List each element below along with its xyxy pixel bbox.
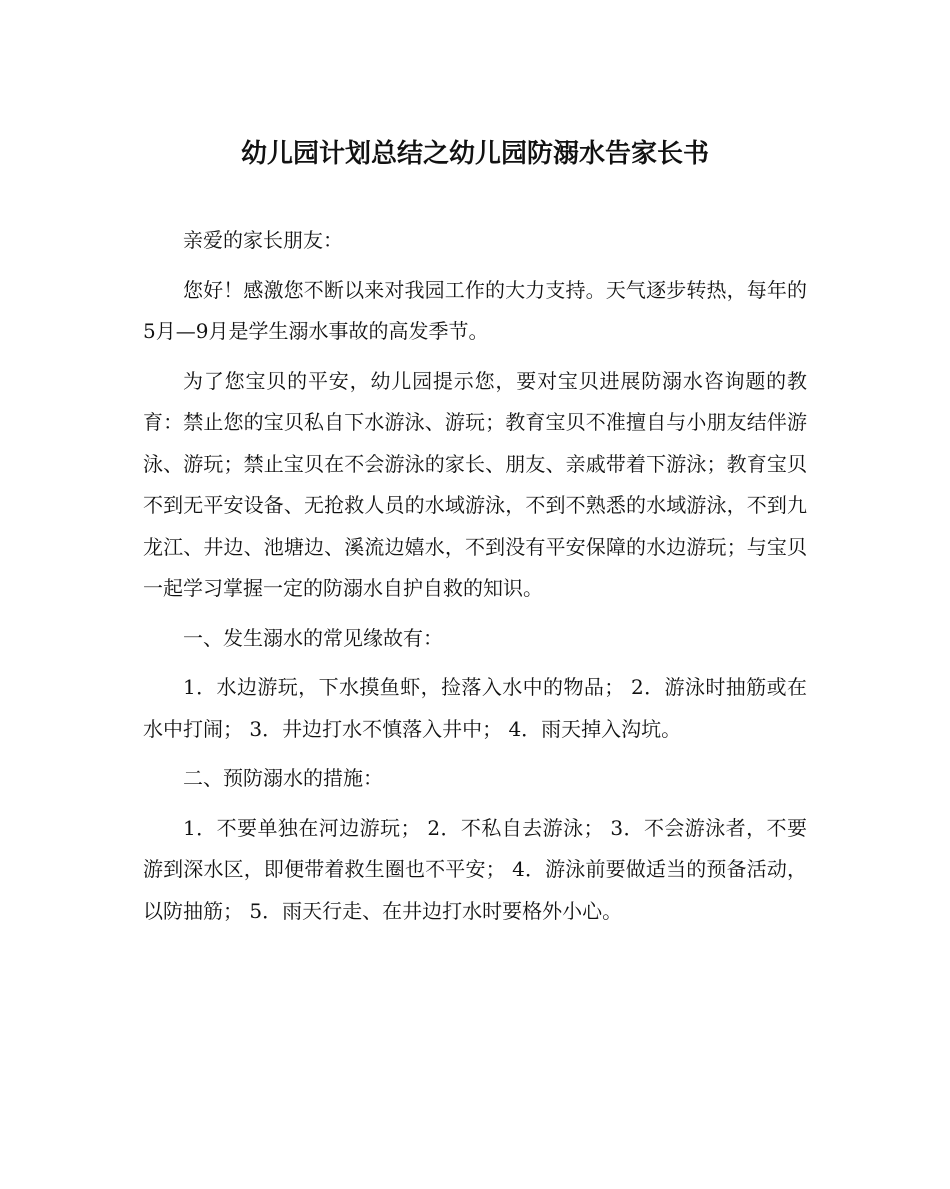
safety-reminder-paragraph: 为了您宝贝的平安，幼儿园提示您，要对宝贝进展防溺水咨询题的教育：禁止您的宝贝私自下水游泳、游玩；教育宝贝不准擅自与小朋友结伴游泳、游玩；禁止宝贝在不会游泳的家长、朋友、亲戚带着下游泳；教育宝贝不到无平安设备、无抢救人员的水域游泳，不到不熟悉的水域游泳，不到九龙江、井边、池塘边、溪流边嬉水，不到没有平安保障的水边游玩；与宝贝一起学习掌握一定的防溺水自护自救的知识。 — [143, 368, 807, 600]
document-body — [143, 220, 807, 940]
section-heading-causes: 一、发生溺水的常见缘故有： — [183, 625, 443, 650]
section-heading-prevention: 二、预防溺水的措施： — [183, 766, 383, 790]
salutation-paragraph: 亲爱的家长朋友： — [183, 228, 343, 252]
prevention-list-paragraph: 1．不要单独在河边游玩； 2．不私自去游泳； 3．不会游泳者，不要游到深水区，即便带着救生圈也不平安； 4．游泳前要做适当的预备活动，以防抽筋； 5．雨天行走、在井边打水时要格外小心。 — [143, 815, 807, 923]
document-title: 幼儿园计划总结之幼儿园防溺水告家长书 — [240, 139, 709, 169]
causes-list-paragraph: 1．水边游玩，下水摸鱼虾，捡落入水中的物品； 2．游泳时抽筋或在水中打闹； 3．井边打水不慎落入井中； 4．雨天掉入沟坑。 — [143, 675, 807, 741]
greeting-paragraph: 您好！感激您不断以来对我园工作的大力支持。天气逐步转热，每年的5月—9月是学生溺水事故的高发季节。 — [143, 277, 807, 343]
